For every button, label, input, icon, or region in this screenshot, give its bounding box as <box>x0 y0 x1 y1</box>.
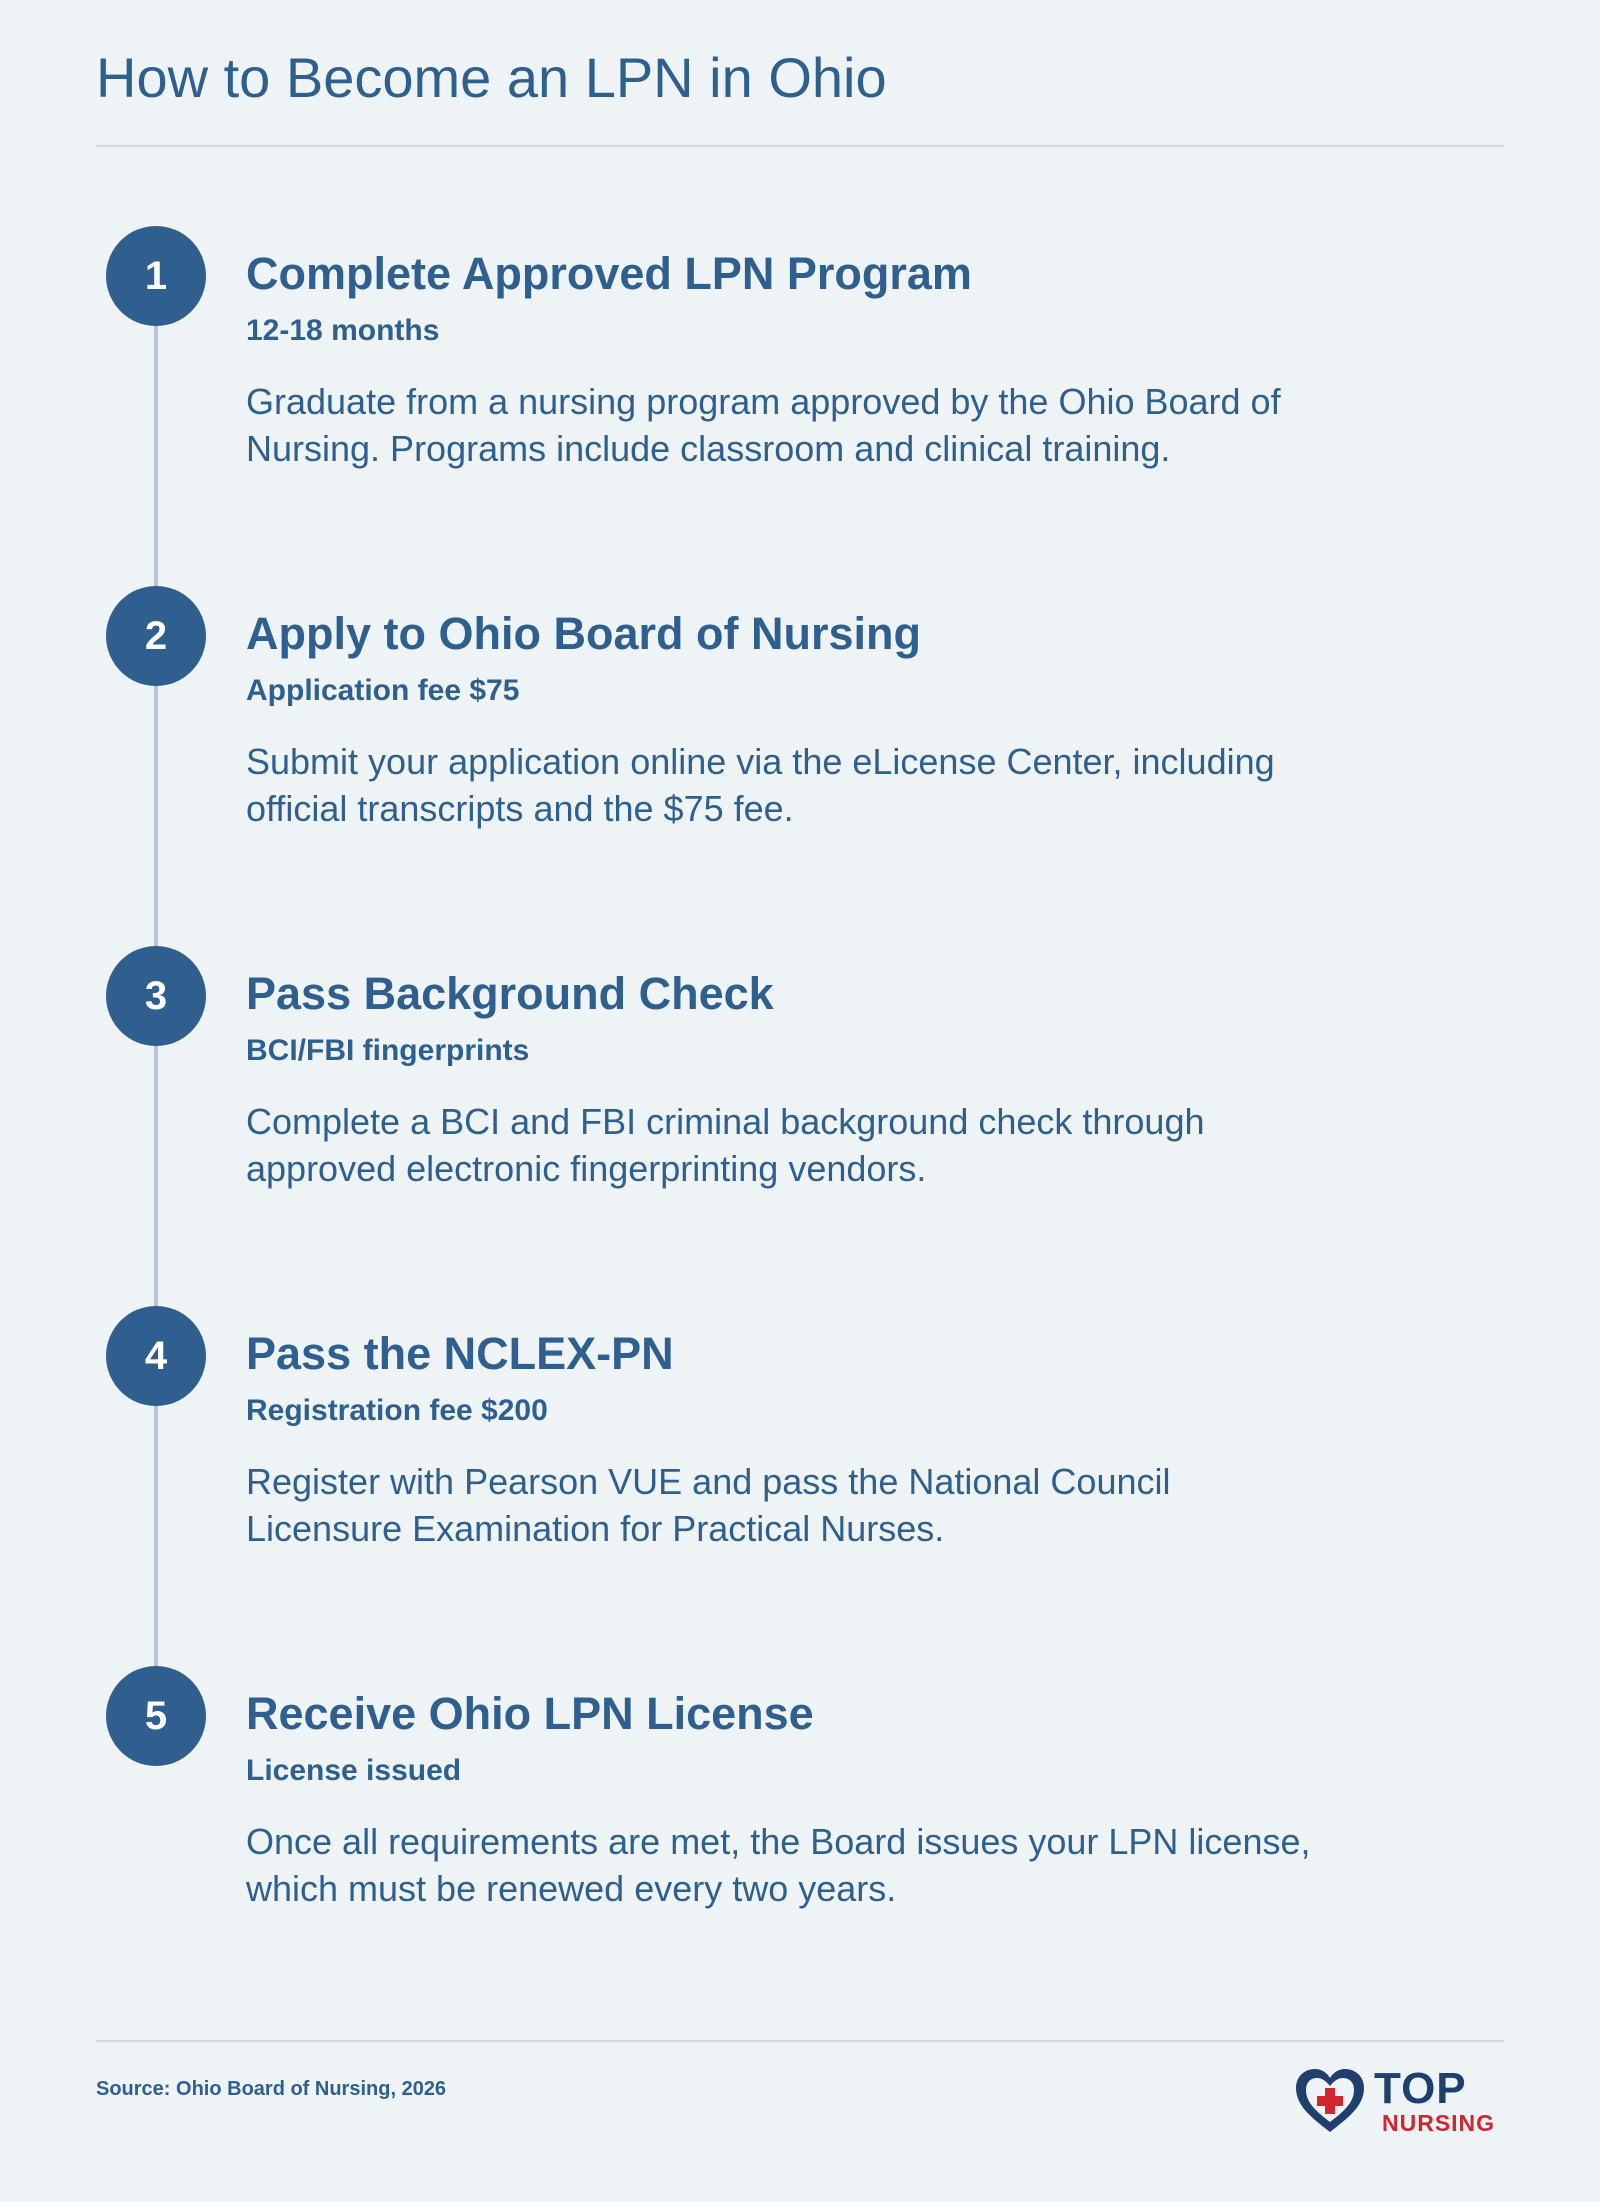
step-meta: 12-18 months <box>246 314 440 347</box>
step-title: Pass Background Check <box>246 968 774 1019</box>
title-divider <box>96 145 1504 147</box>
step-description: Submit your application online via the eLicense Center, including official transcripts and the $75 fee. <box>246 741 1275 829</box>
step-description: Once all requirements are met, the Board issues your LPN license, which must be renewed every two years. <box>246 1821 1311 1909</box>
logo-wordmark-top: TOP <box>1374 2064 1467 2113</box>
step-number-badge: 3 <box>106 946 206 1046</box>
step-number-badge: 4 <box>106 1306 206 1406</box>
step-meta: License issued <box>246 1754 462 1787</box>
step-number-badge: 5 <box>106 1666 206 1766</box>
step-title: Complete Approved LPN Program <box>246 248 972 299</box>
step-meta: BCI/FBI fingerprints <box>246 1034 530 1067</box>
step-title: Receive Ohio LPN License <box>246 1688 814 1739</box>
page-title: How to Become an LPN in Ohio <box>96 46 887 109</box>
step-meta: Registration fee $200 <box>246 1394 548 1427</box>
step-number-badge: 1 <box>106 226 206 326</box>
step-description: Graduate from a nursing program approved by the Ohio Board of Nursing. Programs include classroom and clinical training. <box>246 381 1281 469</box>
step-description: Complete a BCI and FBI criminal background check through approved electronic fingerprinting vendors. <box>246 1101 1205 1189</box>
heart-cross-icon <box>1292 2066 1368 2136</box>
logo-wordmark-nursing: NURSING <box>1382 2110 1496 2136</box>
step-title: Pass the NCLEX-PN <box>246 1328 674 1379</box>
step-title: Apply to Ohio Board of Nursing <box>246 608 921 659</box>
step-meta: Application fee $75 <box>246 674 520 707</box>
top-nursing-logo <box>1292 2066 1506 2136</box>
source-note: Source: Ohio Board of Nursing, 2026 <box>96 2078 447 2100</box>
step-description: Register with Pearson VUE and pass the National Council Licensure Examination for Practical Nurses. <box>246 1461 1171 1549</box>
footer-divider <box>96 2040 1504 2042</box>
step-number-badge: 2 <box>106 586 206 686</box>
